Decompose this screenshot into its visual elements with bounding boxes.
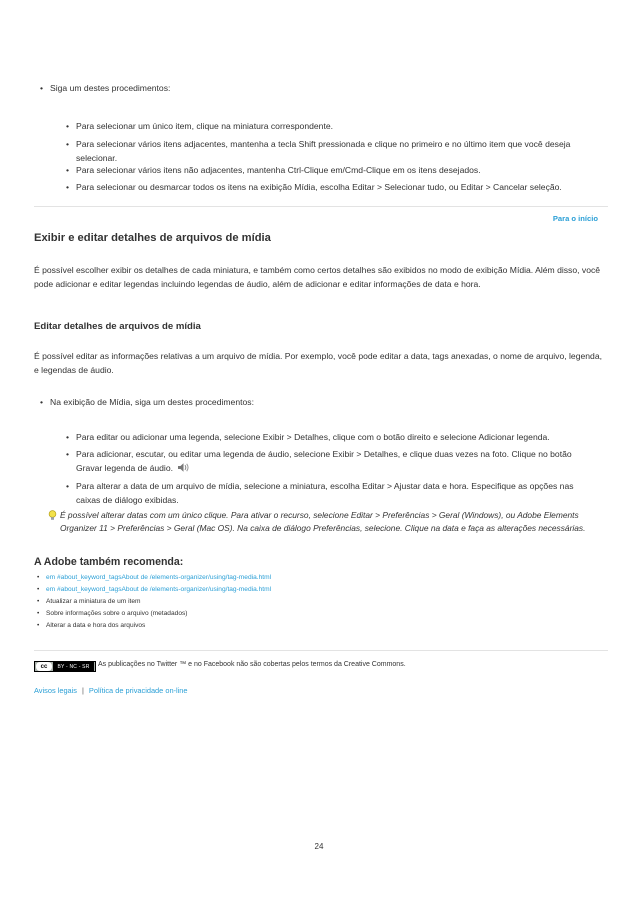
list-item (76, 448, 596, 475)
cc-logo: cc (36, 662, 52, 671)
list-item: • Para selecionar ou desmarcar todos os itens na exibição Mídia, escolha Editar > Selecionar tudo, ou Editar > Cancelar seleção. (76, 181, 596, 195)
license-text: As publicações no Twitter ™ e no Facebook não são cobertas pelos termos da Creative Commons. (98, 661, 406, 668)
recommends-title: A Adobe também recomenda: (34, 556, 184, 568)
creative-commons-badge[interactable] (34, 661, 96, 672)
list-item: • Para selecionar um único item, clique na miniatura correspondente. (76, 120, 596, 134)
subsection-title: Editar detalhes de arquivos de mídia (34, 321, 201, 332)
divider (34, 650, 608, 651)
list-item: • Siga um destes procedimentos: (50, 82, 610, 95)
list-item: • Para selecionar vários itens adjacentes, mantenha a tecla Shift pressionada e clique no primeiro e no último item que você deseja selecionar. (76, 138, 596, 165)
list-item: • Para selecionar vários itens não adjacentes, mantenha Ctrl-Clique em/Cmd-Clique em os itens desejados. (76, 164, 596, 178)
privacy-policy-link[interactable]: Política de privacidade on-line (88, 686, 188, 695)
page-number: 24 (314, 842, 324, 851)
footer-links (34, 686, 188, 695)
list-item: • Para alterar a data de um arquivo de mídia, selecione a miniatura, escolha Editar > Ajustar data e hora. Especifique as opções nas caixas de diálogo exibidas. (76, 480, 596, 507)
note (60, 509, 590, 534)
recommend-link[interactable]: em #about_keyword_tagsAbout de /elements-organizer/using/tag-media.html (46, 586, 272, 593)
section-title: Exibir e editar detalhes de arquivos de mídia (34, 232, 271, 244)
list-item: • Para editar ou adicionar uma legenda, selecione Exibir > Detalhes, clique com o botão direito e selecione Adicionar legenda. (76, 431, 596, 445)
cc-terms: BY - NC - SR (53, 662, 94, 671)
legal-notices-link[interactable]: Avisos legais (34, 686, 77, 695)
divider (34, 206, 608, 207)
list-item (46, 572, 271, 583)
section-paragraph: É possível escolher exibir os detalhes de cada miniatura, e também como certos detalhes são exibidos no modo de exibição Mídia. Além disso, você pode adicionar e editar legendas incluindo legendas de áudio, além de adicionar e editar informações de data e hora. (34, 265, 601, 289)
back-to-top-link[interactable]: Para o início (552, 214, 598, 223)
list-item: • Alterar a data e hora dos arquivos (46, 620, 145, 631)
subsection-paragraph: É possível editar as informações relativas a um arquivo de mídia. Por exemplo, você pode editar a data, tags anexadas, o nome de arquivo, legenda, e legendas de áudio. (34, 351, 602, 375)
list-item (46, 584, 271, 595)
note-text: É possível alterar datas com um único clique. Para ativar o recurso, selecione Editar > Preferências > Geral (Windows), ou Adobe Elements Organizer 11 > Preferências > Geral (Mac OS). Na caixa de diálogo Preferências, selecione. Clique na data e faça as alterações necessárias. (60, 510, 586, 533)
recommend-link[interactable]: em #about_keyword_tagsAbout de /elements-organizer/using/tag-media.html (46, 574, 272, 581)
list-item: • Atualizar a miniatura de um item (46, 596, 141, 607)
list-item-text: Para adicionar, escutar, ou editar uma legenda de áudio, selecione Exibir > Detalhes, e clique duas vezes na foto. Clique no botão Gravar legenda de áudio. (76, 449, 572, 473)
list-item: • Na exibição de Mídia, siga um destes procedimentos: (50, 396, 610, 409)
speaker-icon[interactable] (177, 462, 190, 473)
lightbulb-icon (47, 510, 58, 521)
footer-separator: | (82, 686, 84, 695)
list-item: • Sobre informações sobre o arquivo (metadados) (46, 608, 187, 619)
